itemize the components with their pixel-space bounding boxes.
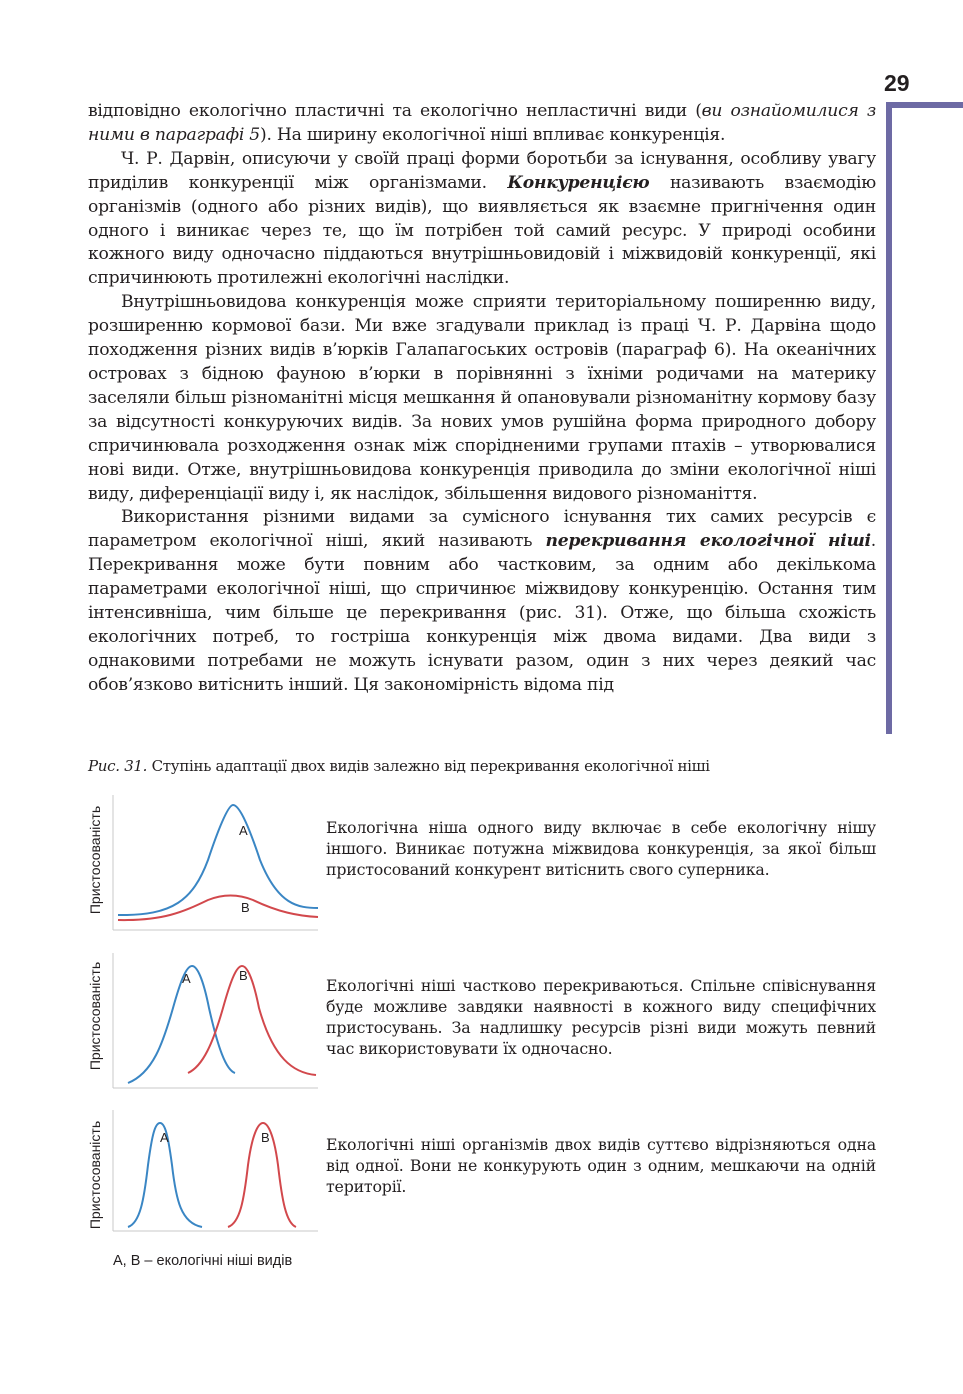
text-run: . Перекривання може бути повним або частковим, за одним або декількома параметрами екологічної ніші, що спричинює міжвидову конкуренцію. Остання тим інтенсивніша, чим більше це перекривання (рис. 31). Отже, що більша схожість екологічних потреб, то гостріша конкуренція між двома видами. Два види з однаковими потребами не можуть існувати разом, один з них через деякий час обов’язково витіснить інший. Ця закономірність відома під [88, 531, 876, 695]
graph-partial-overlap [78, 948, 323, 1093]
curve-a-label: A [239, 823, 248, 838]
emphasized-term: Конкуренцією [507, 172, 650, 193]
figure-caption-text: Ступінь адаптації двох видів залежно від перекривання екологічної ніші [147, 757, 710, 775]
graph-no-overlap [78, 1105, 323, 1235]
y-axis-label: Пристосованість [87, 1120, 103, 1230]
text-run: ). На ширину екологічної ніші впливає конкуренція. [260, 124, 726, 145]
emphasized-term: ви ознайомилися з ними в параграфі 5 [88, 101, 876, 145]
text-run: Ч. Р. Дарвін, описуючи у своїй праці форми боротьби за існування, особливу увагу приділив конкуренції між організмами. [88, 148, 876, 193]
description-full-overlap: Екологічна ніша одного виду включає в себе екологічну нішу іншого. Виникає потужна міжвидова конкуренція, за якої більш пристосований конкурент витіснить свого суперника. [326, 818, 876, 879]
text-run: Використання різними видами за сумісного існування тих самих ресурсів є параметром екологічної ніші, який називають [88, 507, 876, 552]
y-axis-label: Пристосованість [87, 805, 103, 915]
page-number: 29 [884, 70, 910, 96]
curve-b-label: B [239, 968, 248, 983]
figure-legend: A, B – екологічні ніші видів [113, 1253, 293, 1269]
paragraph [88, 506, 876, 697]
description-partial-overlap: Екологічні ніші частково перекриваються. Спільне співіснування буде можливе завдяки наявності в кожного виду специфічних пристосувань. За надлишку ресурсів різні види можуть певний час використовувати їх одночасно. [326, 976, 876, 1058]
body-text [88, 100, 876, 698]
text-run: Внутрішньовидова конкуренція може сприяти територіальному поширенню виду, розширенню кормової бази. Ми вже згадували приклад із праці Ч. Р. Дарвіна щодо походження різних видів в’юрків Галапагоських островів (параграф 6). На океанічних островах з бідною фауною в’юрки в порівнянні з їхніми родичами на материку заселяли більш різноманітні місця мешкання й опановували різноманітну кормову базу за відсутності конкуруючих видів. За нових умов рушійна форма природного добору спричинювала розходження ознак між спорідненими групами птахів – утворювалися нові види. Отже, внутрішньовидова конкуренція приводила до зміни екологічної ніші виду, диференціації виду і, як наслідок, збільшення видового різноманіття. [88, 292, 876, 504]
figure-caption-label: Рис. 31. [88, 757, 148, 775]
graph-full-overlap [78, 790, 323, 935]
curve-b-label: B [241, 900, 250, 915]
curve-a-label: A [182, 971, 191, 986]
y-axis-label: Пристосованість [87, 961, 103, 1071]
text-run: відповідно екологічно пластичні та екологічно непластичні види ( [88, 101, 702, 121]
emphasized-term: перекривання екологічної ніші [545, 531, 871, 552]
text-run: називають взаємодію організмів (одного або різних видів), що виявляється як взаємне пригнічення один одного і виникає через те, що їм потрібен той самий ресурс. У природі особини кожного виду одночасно піддаються внутрішньовидовій і міжвидовій конкуренції, які спричинюють протилежні екологічні наслідки. [88, 172, 876, 289]
paragraph [88, 100, 876, 148]
curve-b-label: B [261, 1130, 270, 1145]
paragraph [88, 148, 876, 291]
page-edge-bar [886, 102, 963, 108]
page-edge-bar-vertical [886, 102, 892, 734]
curve-a-label: A [160, 1130, 169, 1145]
curve-species-b [118, 896, 318, 921]
curve-species-b [188, 966, 316, 1075]
paragraph [88, 291, 876, 506]
curve-species-a [118, 805, 318, 915]
figure-caption [88, 757, 888, 775]
description-no-overlap: Екологічні ніші організмів двох видів суттєво відрізняються одна від одної. Вони не конкурують один з одним, мешкаючи на одній території. [326, 1135, 876, 1196]
